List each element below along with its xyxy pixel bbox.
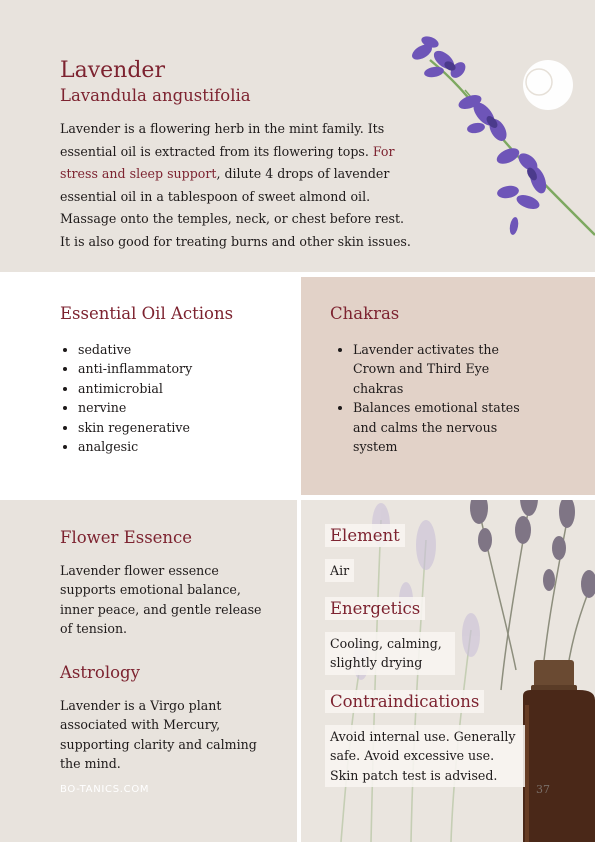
list-item: • antimicrobial [78,379,278,398]
chakras-panel [301,277,595,495]
energetics-text-card [325,632,455,675]
element-text-card [325,559,354,582]
element-heading-card [325,524,405,547]
flower-essence-text: Lavender flower essence supports emotional balance, inner peace, and gentle release of tension. [60,563,262,637]
essential-oil-actions-heading: Essential Oil Actions [60,304,234,323]
list-item: • anti-inflammatory [78,359,278,378]
chakras-heading: Chakras [330,304,400,323]
intro-text-1: Lavender is a flowering herb in the mint family. Its essential oil is extracted from its flowering tops. [60,121,385,159]
contraindications-heading: Contraindications [330,692,480,711]
astrology-heading: Astrology [60,663,140,682]
contraindications-heading-card [325,690,484,713]
intro-panel [0,0,595,272]
website-link[interactable]: BO-TANICS.COM [60,784,150,795]
energetics-heading-card [325,597,425,620]
energetics-heading: Energetics [330,599,421,618]
list-item: • nervine [78,398,278,417]
essential-oil-actions-list [60,340,278,456]
contraindications-text: Avoid internal use. Generally safe. Avoid excessive use. Skin patch test is advised. [330,729,516,783]
latin-name: Lavandula angustifolia [60,86,251,105]
page-number: 37 [536,783,550,796]
flower-essence-heading: Flower Essence [60,528,193,547]
intro-text-2: , dilute 4 drops of lavender essential oil in a tablespoon of sweet almond oil. Massage onto the temples, neck, or chest before rest. It is also good for treating burns and other skin issues. [60,166,411,249]
intro-highlight: For stress and sleep support [60,143,395,181]
element-text: Air [330,563,350,578]
page-title: Lavender [60,58,165,83]
lavender-sprig-illustration [400,30,595,245]
list-item: • Balances emotional states and calms the nervous system [353,398,543,456]
contraindications-text-card [325,725,525,787]
list-item: • analgesic [78,437,278,456]
essential-oil-actions-panel [0,277,297,495]
list-item: • Lavender activates the Crown and Third Eye chakras [353,340,543,398]
energetics-text: Cooling, calming, slightly drying [330,636,442,671]
list-item: • sedative [78,340,278,359]
chakras-list [335,340,543,456]
intro-paragraph [60,118,412,253]
list-item: • skin regenerative [78,418,278,437]
astrology-text: Lavender is a Virgo plant associated with Mercury, supporting clarity and calming the mind. [60,698,257,772]
element-heading: Element [330,526,400,545]
element-energetics-panel [301,500,595,842]
